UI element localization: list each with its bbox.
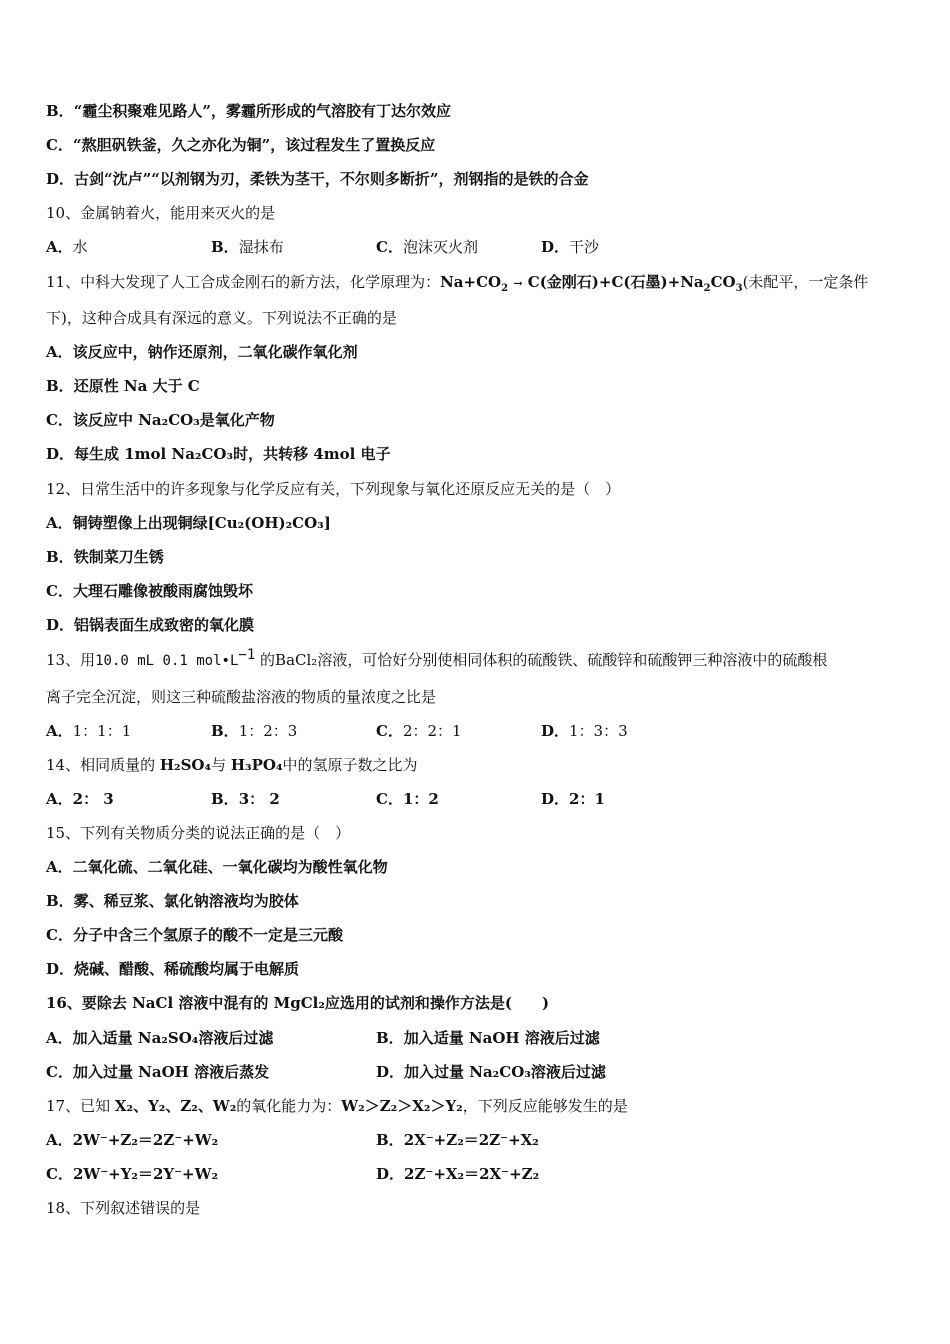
option-text: 2：1 — [569, 790, 605, 808]
option-text: 铜铸塑像上出现铜绿 — [72, 514, 208, 532]
option-formula: 2Z⁻+X₂＝2X⁻+Z₂ — [404, 1165, 540, 1183]
stem-text: 16、要除去 NaCl 溶液中混有的 — [46, 994, 274, 1012]
phosphoric-acid-formula: H₃PO₄ — [230, 756, 283, 774]
q13-option-c — [376, 721, 462, 741]
option-text: 2：2：1 — [402, 722, 462, 740]
option-text: 1：2：3 — [238, 722, 298, 740]
q11-option-d — [46, 444, 391, 464]
q11-option-c — [46, 410, 275, 430]
q14-option-d — [541, 789, 605, 809]
q15-stem: 15、下列有关物质分类的说法正确的是（ ） — [46, 824, 351, 842]
option-label: D． — [376, 1063, 405, 1081]
option-label: D． — [46, 445, 75, 463]
magnesium-chloride-formula: MgCl₂ — [273, 994, 325, 1012]
option-label: B． — [376, 1131, 404, 1149]
option-label: B． — [211, 722, 239, 740]
option-label: D． — [376, 1165, 405, 1183]
option-formula: 2W⁻+Y₂＝2Y⁻+W₂ — [72, 1165, 219, 1183]
q17-option-b — [376, 1130, 539, 1150]
q10-option-c — [376, 237, 478, 257]
q15-option-d — [46, 959, 299, 979]
concentration-exponent: −1 — [238, 647, 256, 663]
barium-chloride-formula: BaCl₂ — [275, 651, 318, 669]
carbon-graphite: C(石墨) — [611, 273, 668, 291]
option-label: D． — [46, 616, 75, 634]
option-label: C． — [376, 722, 403, 740]
q11-stem-line2: 下)，这种合成具有深远的意义。下列说法不正确的是 — [46, 309, 397, 327]
option-text: 分子中含三个氢原子的酸不一定是三元酸 — [72, 926, 343, 944]
q17-stem — [46, 1096, 628, 1116]
option-label: C． — [46, 1165, 73, 1183]
q10-stem: 10、金属钠着火，能用来灭火的是 — [46, 204, 276, 222]
option-label: C． — [46, 1063, 73, 1081]
option-text: 加入适量 NaOH 溶液后过滤 — [403, 1029, 600, 1047]
option-formula: 2W⁻+Z₂＝2Z⁻+W₂ — [72, 1131, 219, 1149]
option-label: B． — [46, 548, 74, 566]
option-text: 是氧化产物 — [199, 411, 275, 429]
option-text: 加入过量 — [404, 1063, 470, 1081]
q18-stem: 18、下列叙述错误的是 — [46, 1199, 201, 1217]
q14-stem — [46, 755, 418, 775]
q15-option-c — [46, 925, 343, 945]
q12-option-a — [46, 513, 331, 533]
option-text: 泡沫灭火剂 — [402, 238, 478, 256]
option-label: A． — [46, 343, 73, 361]
option-text: 1：2 — [402, 790, 439, 808]
q15-option-a — [46, 857, 388, 877]
option-label: D． — [46, 960, 75, 978]
option-label: D． — [46, 170, 75, 188]
stem-text: 溶液，可恰好分别使相同体积的硫酸铁、硫酸锌和硫酸钾三种溶液中的硫酸根 — [317, 651, 828, 669]
option-text: “霾尘积聚难见路人”，雾霾所形成的气溶胶有丁达尔效应 — [73, 102, 451, 120]
option-label: A． — [46, 1029, 73, 1047]
option-text: 该反应中，钠作还原剂，二氧化碳作氧化剂 — [72, 343, 358, 361]
option-label: B． — [211, 790, 239, 808]
q10-option-d — [541, 237, 599, 257]
option-text: 1：1：1 — [72, 722, 132, 740]
option-text: 湿抹布 — [238, 238, 284, 256]
option-text: 溶液后过滤 — [198, 1029, 274, 1047]
option-text: 加入过量 NaOH 溶液后蒸发 — [72, 1063, 270, 1081]
option-label: C． — [376, 790, 403, 808]
oxidizing-order: W₂＞Z₂＞X₂＞Y₂ — [341, 1097, 463, 1115]
q17-option-d — [376, 1164, 539, 1184]
q14-option-c — [376, 789, 439, 809]
q11-option-b — [46, 376, 200, 396]
option-text: 二氧化硫、二氧化硅、一氧化碳均为酸性氧化物 — [72, 858, 388, 876]
option-formula: 2X⁻+Z₂＝2Z⁻+X₂ — [403, 1131, 539, 1149]
option-text: 时，共转移 4mol 电子 — [233, 445, 391, 463]
stem-text: 的 — [260, 651, 276, 669]
q14-option-b — [211, 789, 280, 809]
option-label: B． — [46, 102, 74, 120]
option-text: 烧碱、醋酸、稀硫酸均属于电解质 — [74, 960, 300, 978]
carbon-diamond: C(金刚石) — [527, 273, 599, 291]
option-label: A． — [46, 238, 73, 256]
stem-text: ，下列反应能够发生的是 — [462, 1097, 628, 1115]
option-text: 铝锅表面生成致密的氧化膜 — [74, 616, 255, 634]
q13-option-a — [46, 721, 131, 741]
q16-option-b — [376, 1028, 600, 1048]
option-label: A． — [46, 1131, 73, 1149]
option-label: B． — [376, 1029, 404, 1047]
option-label: A． — [46, 722, 73, 740]
concentration: 10.0 mL 0.1 mol•L — [95, 653, 239, 669]
option-text: 3： 2 — [238, 790, 280, 808]
sodium-carbonate-formula: Na₂CO₃ — [469, 1063, 531, 1081]
sodium-carbonate-formula: Na₂CO₃ — [171, 445, 234, 463]
stem-text: (未配平，一定条件 — [742, 273, 869, 291]
q12-option-b — [46, 547, 164, 567]
option-text: 1：3：3 — [569, 722, 628, 740]
stem-text: 14、相同质量的 — [46, 756, 160, 774]
stem-text: 11、中科大发现了人工合成金刚石的新方法，化学原理为： — [46, 273, 441, 291]
option-text: 每生成 1mol — [74, 445, 172, 463]
q16-stem — [46, 993, 549, 1013]
option-label: B． — [46, 377, 74, 395]
q9-option-d — [46, 169, 589, 189]
option-text: 溶液后过滤 — [530, 1063, 606, 1081]
option-text: 该反应中 — [72, 411, 139, 429]
option-label: C． — [376, 238, 403, 256]
species-list: X₂、Y₂、Z₂、W₂ — [114, 1097, 237, 1115]
q11-option-a — [46, 342, 358, 362]
q10-option-b — [211, 237, 284, 257]
q14-option-a — [46, 789, 114, 809]
option-label: B． — [46, 892, 74, 910]
option-text: 还原性 Na 大于 C — [73, 377, 200, 395]
option-text: 雾、稀豆浆、氯化钠溶液均为胶体 — [73, 892, 299, 910]
option-label: A． — [46, 790, 73, 808]
reaction-equation: $Na+CO_2 \to C$(金刚石)+C(石墨)$+Na_2CO_3$ — [440, 273, 743, 294]
malachite-formula: [Cu₂(OH)₂CO₃] — [207, 514, 331, 532]
stem-text: 中的氢原子数之比为 — [282, 756, 418, 774]
option-label: C． — [46, 926, 73, 944]
q17-option-a — [46, 1130, 218, 1150]
option-label: B． — [211, 238, 239, 256]
q16-option-d — [376, 1062, 606, 1082]
option-label: C． — [46, 411, 73, 429]
option-text: “熬胆矾铁釜，久之亦化为铜”，该过程发生了置换反应 — [72, 136, 436, 154]
stem-text: 的氧化能力为： — [236, 1097, 342, 1115]
q12-option-d — [46, 615, 254, 635]
q13-option-d — [541, 721, 628, 741]
option-text: 大理石雕像被酸雨腐蚀毁坏 — [72, 582, 253, 600]
option-text: 干沙 — [569, 238, 600, 256]
q17-option-c — [46, 1164, 218, 1184]
stem-text: 13、用 — [46, 651, 96, 669]
q15-option-b — [46, 891, 299, 911]
q11-stem-line1 — [46, 272, 868, 294]
q9-option-c — [46, 135, 435, 155]
stem-text: 17、已知 — [46, 1097, 115, 1115]
option-text: 古剑“沈卢”“以剂钢为刃，柔铁为茎干，不尔则多断折”，剂钢指的是铁的合金 — [74, 170, 589, 188]
q13-stem-line1 — [46, 647, 828, 671]
q12-option-c — [46, 581, 253, 601]
option-text: 2： 3 — [72, 790, 114, 808]
q10-option-a — [46, 237, 88, 257]
stem-text: 应选用的试剂和操作方法是( ) — [324, 994, 550, 1012]
sulfuric-acid-formula: H₂SO₄ — [159, 756, 212, 774]
q16-option-a — [46, 1028, 273, 1048]
option-text: 水 — [72, 238, 88, 256]
sodium-sulfate-formula: Na₂SO₄ — [137, 1029, 199, 1047]
sodium-carbonate-formula: Na₂CO₃ — [138, 411, 200, 429]
option-label: D． — [541, 790, 570, 808]
option-label: C． — [46, 582, 73, 600]
option-label: A． — [46, 858, 73, 876]
option-label: D． — [541, 722, 570, 740]
stem-text: 与 — [211, 756, 231, 774]
q13-stem-line2: 离子完全沉淀，则这三种硫酸盐溶液的物质的量浓度之比是 — [46, 688, 437, 706]
option-label: C． — [46, 136, 73, 154]
option-text: 加入适量 — [72, 1029, 138, 1047]
q9-option-b — [46, 101, 451, 121]
q13-option-b — [211, 721, 297, 741]
q16-option-c — [46, 1062, 269, 1082]
option-text: 铁制菜刀生锈 — [73, 548, 164, 566]
option-label: A． — [46, 514, 73, 532]
q12-stem: 12、日常生活中的许多现象与化学反应有关，下列现象与氧化还原反应无关的是（ ） — [46, 480, 621, 498]
option-label: D． — [541, 238, 570, 256]
